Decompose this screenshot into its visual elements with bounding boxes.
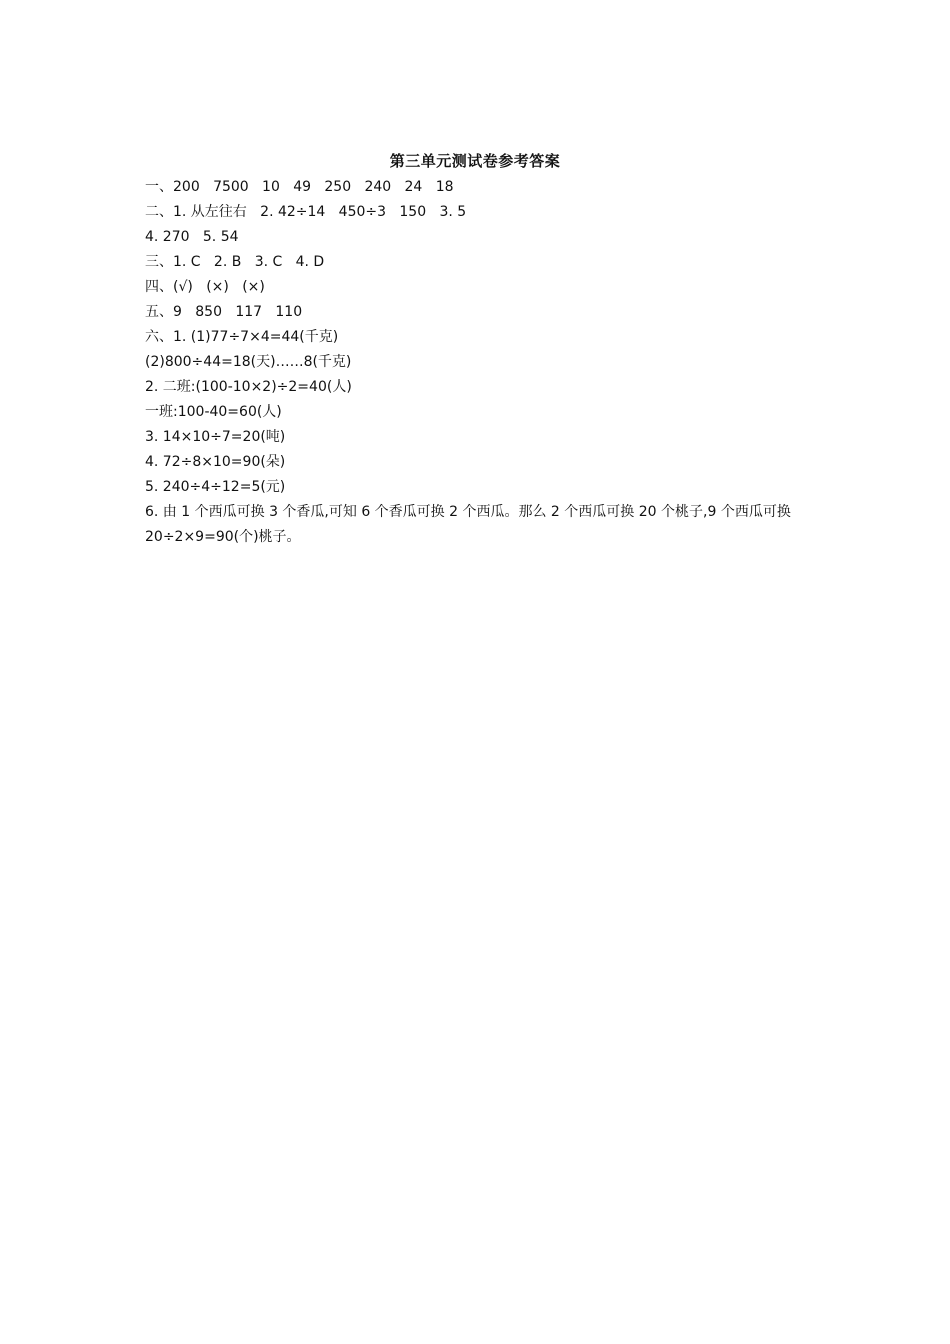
answer-line-9: 2. 二班:(100-10×2)÷2=40(人) [145,379,352,395]
answer-line-5: 四、(√) (×) (×) [145,279,265,295]
answer-line-3: 4. 270 5. 54 [145,229,239,245]
answer-line-6: 五、9 850 117 110 [145,304,303,320]
answer-line-4: 三、1. C 2. B 3. C 4. D [145,254,325,270]
answer-line-12: 4. 72÷8×10=90(朵) [145,454,286,470]
answer-line-15: 20÷2×9=90(个)桃子。 [145,529,301,545]
answer-line-10: 一班:100-40=60(人) [145,404,282,420]
answer-line-11: 3. 14×10÷7=20(吨) [145,429,286,445]
answer-line-14: 6. 由 1 个西瓜可换 3 个香瓜,可知 6 个香瓜可换 2 个西瓜。那么 2 个西瓜可换 20 个桃子,9 个西瓜可换 [145,504,791,520]
answer-line-13: 5. 240÷4÷12=5(元) [145,479,286,495]
answer-line-7: 六、1. (1)77÷7×4=44(千克) [145,329,339,345]
answer-list [145,175,805,550]
answer-line-1: 一、200 7500 10 49 250 240 24 18 [145,179,454,195]
answer-line-2: 二、1. 从左往右 2. 42÷14 450÷3 150 3. 5 [145,204,467,220]
page-title: 第三单元测试卷参考答案 [389,152,561,170]
answer-line-8: (2)800÷44=18(天)……8(千克) [145,354,352,370]
